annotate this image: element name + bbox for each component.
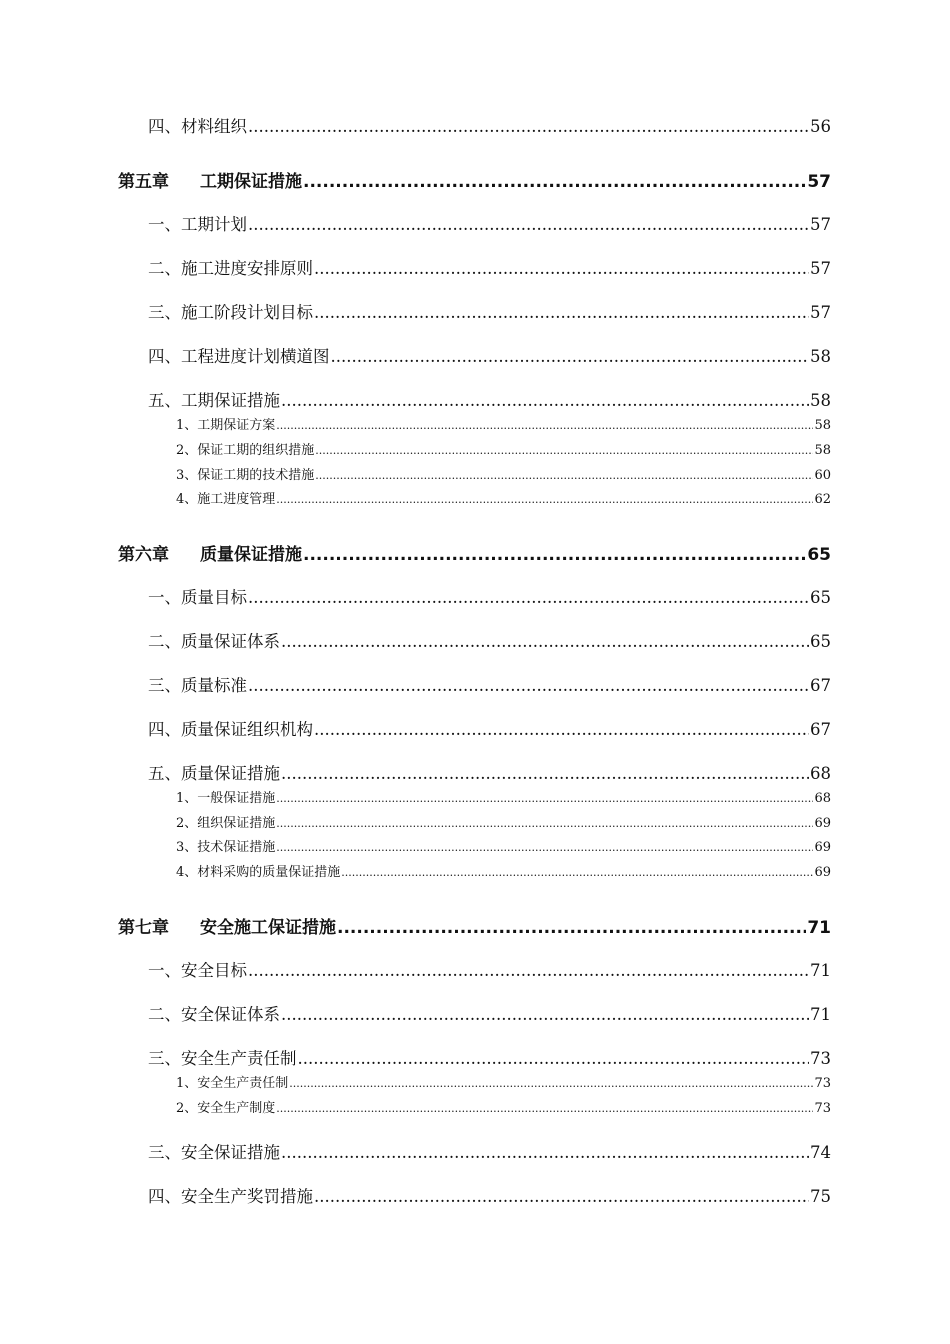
toc-entry-page: 58 [814, 418, 831, 433]
toc-entry-page: 65 [807, 545, 831, 565]
toc-entry[interactable] [148, 255, 831, 279]
dot-leader [314, 720, 809, 739]
dot-leader [303, 172, 806, 192]
toc-entry-title: 五、质量保证措施 [148, 764, 280, 783]
toc-entry[interactable] [148, 299, 831, 323]
toc-entry-title: 三、质量标准 [148, 676, 247, 695]
toc-chapter[interactable] [118, 167, 831, 192]
toc-subentry[interactable] [176, 464, 831, 483]
toc-entry-title: 4、施工进度管理 [176, 492, 276, 507]
toc-entry-page: 62 [814, 492, 831, 507]
dot-leader [281, 632, 809, 651]
toc-entry-page: 71 [810, 1005, 831, 1024]
toc-entry-page: 65 [810, 588, 831, 607]
toc-entry[interactable] [148, 716, 831, 740]
toc-entry-page: 69 [814, 865, 831, 880]
toc-entry-title: 三、施工阶段计划目标 [148, 303, 313, 322]
dot-leader [341, 865, 813, 880]
toc-entry-page: 69 [814, 840, 831, 855]
dot-leader [289, 1076, 813, 1091]
dot-leader [276, 1101, 813, 1116]
toc-entry[interactable] [148, 211, 831, 235]
toc-entry-title: 1、工期保证方案 [176, 418, 276, 433]
toc-entry-page: 73 [814, 1076, 831, 1091]
toc-entry-page: 68 [814, 791, 831, 806]
toc-subentry[interactable] [176, 1097, 831, 1116]
toc-entry-page: 60 [814, 468, 831, 483]
toc-entry-page: 68 [810, 764, 831, 783]
toc-entry-title: 二、质量保证体系 [148, 632, 280, 651]
dot-leader [303, 545, 806, 565]
toc-entry-page: 74 [810, 1143, 831, 1162]
toc-entry-page: 73 [810, 1049, 831, 1068]
toc-entry-page: 67 [810, 720, 831, 739]
toc-entry[interactable] [148, 760, 831, 784]
toc-subentry[interactable] [176, 414, 831, 433]
toc-entry-page: 57 [810, 215, 831, 234]
toc-subentry[interactable] [176, 812, 831, 831]
toc-entry-page: 57 [810, 303, 831, 322]
toc-entry-page: 57 [810, 259, 831, 278]
dot-leader [281, 1143, 809, 1162]
chapter-title: 质量保证措施 [200, 545, 302, 565]
dot-leader [314, 1187, 809, 1206]
dot-leader [281, 764, 809, 783]
dot-leader [276, 816, 813, 831]
toc-entry[interactable] [148, 387, 831, 411]
toc-entry-title: 1、一般保证措施 [176, 791, 276, 806]
chapter-number: 第七章 [118, 918, 169, 938]
dot-leader [276, 791, 813, 806]
dot-leader [248, 588, 809, 607]
toc-entry-page: 71 [810, 961, 831, 980]
toc-entry-title: 一、安全目标 [148, 961, 247, 980]
toc-entry[interactable] [148, 628, 831, 652]
toc-entry-title: 2、组织保证措施 [176, 816, 276, 831]
toc-subentry[interactable] [176, 861, 831, 880]
toc-subentry[interactable] [176, 836, 831, 855]
toc-entry-title: 一、质量目标 [148, 588, 247, 607]
toc-chapter[interactable] [118, 540, 831, 565]
toc-entry-page: 73 [814, 1101, 831, 1116]
toc-entry-title: 3、保证工期的技术措施 [176, 468, 315, 483]
dot-leader [315, 443, 813, 458]
toc-entry[interactable] [148, 113, 831, 137]
toc-entry[interactable] [148, 1139, 831, 1163]
toc-entry-page: 58 [810, 391, 831, 410]
toc-entry-page: 57 [807, 172, 831, 192]
dot-leader [248, 961, 809, 980]
dot-leader [276, 418, 813, 433]
toc-entry-page: 56 [810, 117, 831, 136]
dot-leader [337, 918, 806, 938]
toc-entry-title: 四、质量保证组织机构 [148, 720, 313, 739]
dot-leader [281, 391, 809, 410]
toc-entry-page: 75 [810, 1187, 831, 1206]
dot-leader [331, 347, 810, 366]
toc-subentry[interactable] [176, 1072, 831, 1091]
toc-entry-title: 3、技术保证措施 [176, 840, 276, 855]
toc-entry-title: 二、施工进度安排原则 [148, 259, 313, 278]
toc-entry-title: 2、保证工期的组织措施 [176, 443, 315, 458]
toc-entry-title: 三、安全生产责任制 [148, 1049, 297, 1068]
toc-entry-title: 四、材料组织 [148, 117, 247, 136]
dot-leader [314, 303, 809, 322]
toc-entry-title: 2、安全生产制度 [176, 1101, 276, 1116]
toc-entry-title: 二、安全保证体系 [148, 1005, 280, 1024]
toc-subentry[interactable] [176, 488, 831, 507]
toc-entry-page: 71 [807, 918, 831, 938]
dot-leader [281, 1005, 809, 1024]
toc-entry[interactable] [148, 1045, 831, 1069]
dot-leader [276, 492, 813, 507]
dot-leader [298, 1049, 810, 1068]
toc-entry[interactable] [148, 1183, 831, 1207]
toc-entry-title: 一、工期计划 [148, 215, 247, 234]
chapter-number: 第五章 [118, 172, 169, 192]
toc-entry-page: 69 [814, 816, 831, 831]
toc-entry-page: 65 [810, 632, 831, 651]
toc-entry[interactable] [148, 584, 831, 608]
toc-entry-title: 四、工程进度计划横道图 [148, 347, 330, 366]
toc-subentry[interactable] [176, 787, 831, 806]
toc-entry-title: 五、工期保证措施 [148, 391, 280, 410]
chapter-title: 工期保证措施 [200, 172, 302, 192]
toc-entry-page: 58 [810, 347, 831, 366]
dot-leader [276, 840, 813, 855]
chapter-number: 第六章 [118, 545, 169, 565]
dot-leader [248, 676, 809, 695]
toc-entry[interactable] [148, 1001, 831, 1025]
toc-chapter[interactable] [118, 913, 831, 938]
toc-entry-page: 67 [810, 676, 831, 695]
dot-leader [248, 215, 809, 234]
chapter-title: 安全施工保证措施 [200, 918, 336, 938]
toc-entry-page: 58 [814, 443, 831, 458]
dot-leader [248, 117, 809, 136]
toc-entry-title: 1、安全生产责任制 [176, 1076, 289, 1091]
dot-leader [315, 468, 813, 483]
toc-entry-title: 4、材料采购的质量保证措施 [176, 865, 341, 880]
toc-entry-title: 三、安全保证措施 [148, 1143, 280, 1162]
toc-entry[interactable] [148, 957, 831, 981]
toc-subentry[interactable] [176, 439, 831, 458]
toc-entry[interactable] [148, 672, 831, 696]
toc-entry[interactable] [148, 343, 831, 367]
dot-leader [314, 259, 809, 278]
toc-entry-title: 四、安全生产奖罚措施 [148, 1187, 313, 1206]
